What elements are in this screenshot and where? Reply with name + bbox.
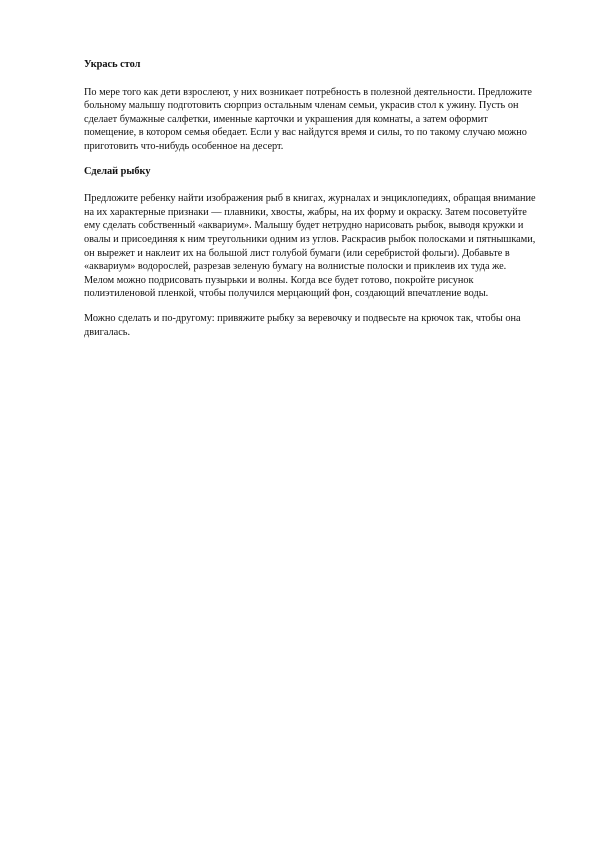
section-heading-decorate-table: Укрась стол <box>84 59 141 70</box>
paragraph-alternative: Можно сделать и по-другому: привяжите рыбку за веревочку и подвесьте на крючок так, чтобы она двигалась. <box>84 312 521 338</box>
paragraph-make-fish: Предложите ребенку найти изображения рыб в книгах, журналах и энциклопедиях, обращая внимание на их характерные признаки — плавники, хвосты, жабры, на их форму и окраску. Затем посоветуйте ему сделать собственный «аквариум». Малышу будет нетрудно нарисовать рыбок, выводя кружки и овалы и присоединяя к ним треугольники одним из углов. Раскрасив рыбок полосками и пятнышками, он вырежет и наклеит их на большой лист голубой бумаги (или серебристой фольги). Добавьте в «аквариум» водорослей, разрезав зеленую бумагу на волнистые полоски и приклеив их туда же. Мелом можно подрисовать пузырьки и волны. Когда все будет готово, покройте рисунок полиэтиленовой пленкой, чтобы получился мерцающий фон, создающий впечатление воды. <box>84 193 536 300</box>
section-heading-make-fish: Сделай рыбку <box>84 165 151 177</box>
paragraph-decorate-table: По мере того как дети взрослеют, у них возникает потребность в полезной деятельности. Предложите больному малышу подготовить сюрприз остальным членам семьи, украсив стол к ужину. Пусть он сделает бумажные салфетки, именные карточки и украшения для комнаты, а затем оформит помещение, в котором семья обедает. Если у вас найдутся время и силы, то по такому случаю можно приготовить что-нибудь особенное на десерт. <box>84 86 532 152</box>
document-body <box>84 58 536 339</box>
